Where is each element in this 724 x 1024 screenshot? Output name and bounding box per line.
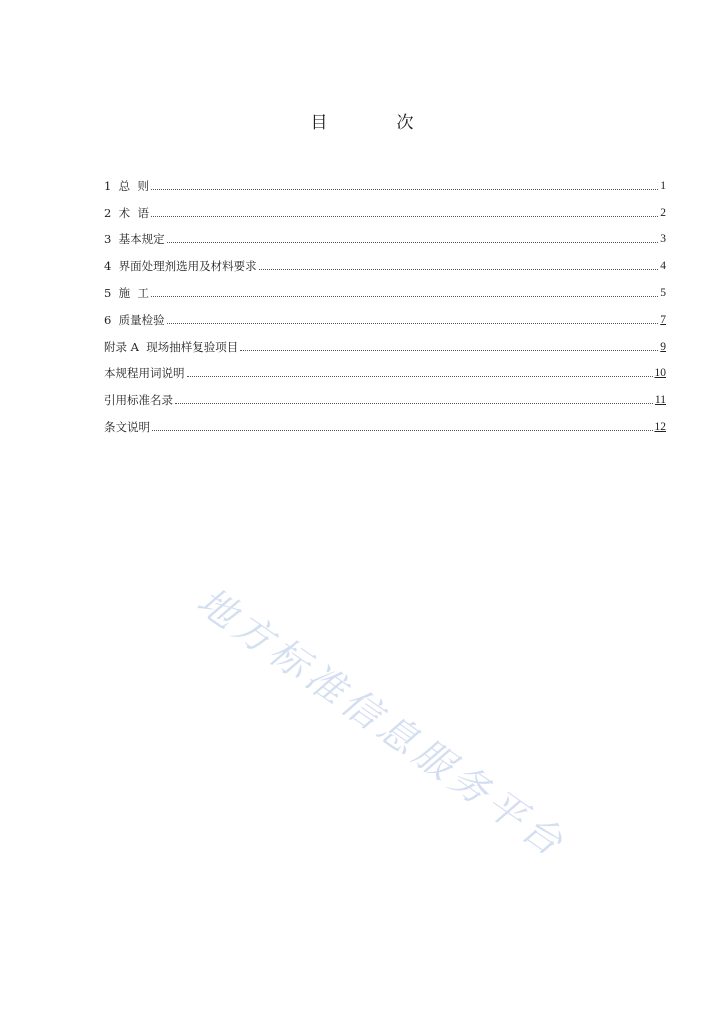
toc-entry-page: 4 bbox=[660, 260, 666, 273]
toc-entry-page: 1 bbox=[660, 179, 666, 192]
toc-dot-leader bbox=[240, 350, 658, 351]
toc-entry-quality-inspection[interactable] bbox=[104, 300, 666, 327]
toc-entry-page: 3 bbox=[660, 233, 666, 246]
toc-dot-leader bbox=[151, 216, 658, 217]
page-title: 目 次 bbox=[310, 113, 440, 133]
toc-entry-wording-explanation[interactable] bbox=[104, 354, 666, 381]
table-of-contents bbox=[104, 166, 666, 434]
toc-dot-leader bbox=[151, 296, 658, 297]
toc-entry-referenced-standards[interactable] bbox=[104, 380, 666, 407]
toc-dot-leader bbox=[167, 323, 659, 324]
toc-entry-page: 9 bbox=[660, 340, 666, 353]
toc-entry-label: 3 基本规定 bbox=[104, 232, 165, 247]
toc-entry-label: 条文说明 bbox=[104, 419, 150, 434]
toc-entry-label: 5 施 工 bbox=[104, 285, 149, 300]
toc-entry-general[interactable] bbox=[104, 166, 666, 193]
toc-entry-label: 附录 A 现场抽样复验项目 bbox=[104, 339, 239, 354]
toc-entry-label: 6 质量检验 bbox=[104, 312, 165, 327]
toc-dot-leader bbox=[152, 430, 653, 431]
toc-entry-label: 引用标准名录 bbox=[104, 393, 173, 408]
toc-entry-label: 4 界面处理剂选用及材料要求 bbox=[104, 259, 257, 274]
toc-entry-page: 12 bbox=[654, 420, 666, 433]
toc-entry-basic-requirements[interactable] bbox=[104, 220, 666, 247]
toc-dot-leader bbox=[187, 376, 653, 377]
toc-entry-label: 本规程用词说明 bbox=[104, 366, 185, 381]
toc-entry-interface-agent-materials[interactable] bbox=[104, 246, 666, 273]
toc-entry-page: 7 bbox=[660, 313, 666, 326]
toc-entry-clause-explanation[interactable] bbox=[104, 407, 666, 434]
toc-entry-label: 1 总 则 bbox=[104, 178, 149, 193]
watermark: 地方标准信息服务平台 bbox=[189, 578, 575, 868]
toc-entry-page: 10 bbox=[654, 367, 666, 380]
toc-dot-leader bbox=[175, 403, 653, 404]
toc-entry-page: 5 bbox=[660, 286, 666, 299]
toc-entry-construction[interactable] bbox=[104, 273, 666, 300]
toc-entry-page: 2 bbox=[660, 206, 666, 219]
toc-entry-terms[interactable] bbox=[104, 193, 666, 220]
toc-dot-leader bbox=[167, 242, 659, 243]
toc-entry-page: 11 bbox=[654, 394, 666, 407]
toc-dot-leader bbox=[151, 189, 658, 190]
toc-dot-leader bbox=[259, 269, 659, 270]
toc-entry-appendix-a[interactable] bbox=[104, 327, 666, 354]
toc-entry-label: 2 术 语 bbox=[104, 205, 149, 220]
